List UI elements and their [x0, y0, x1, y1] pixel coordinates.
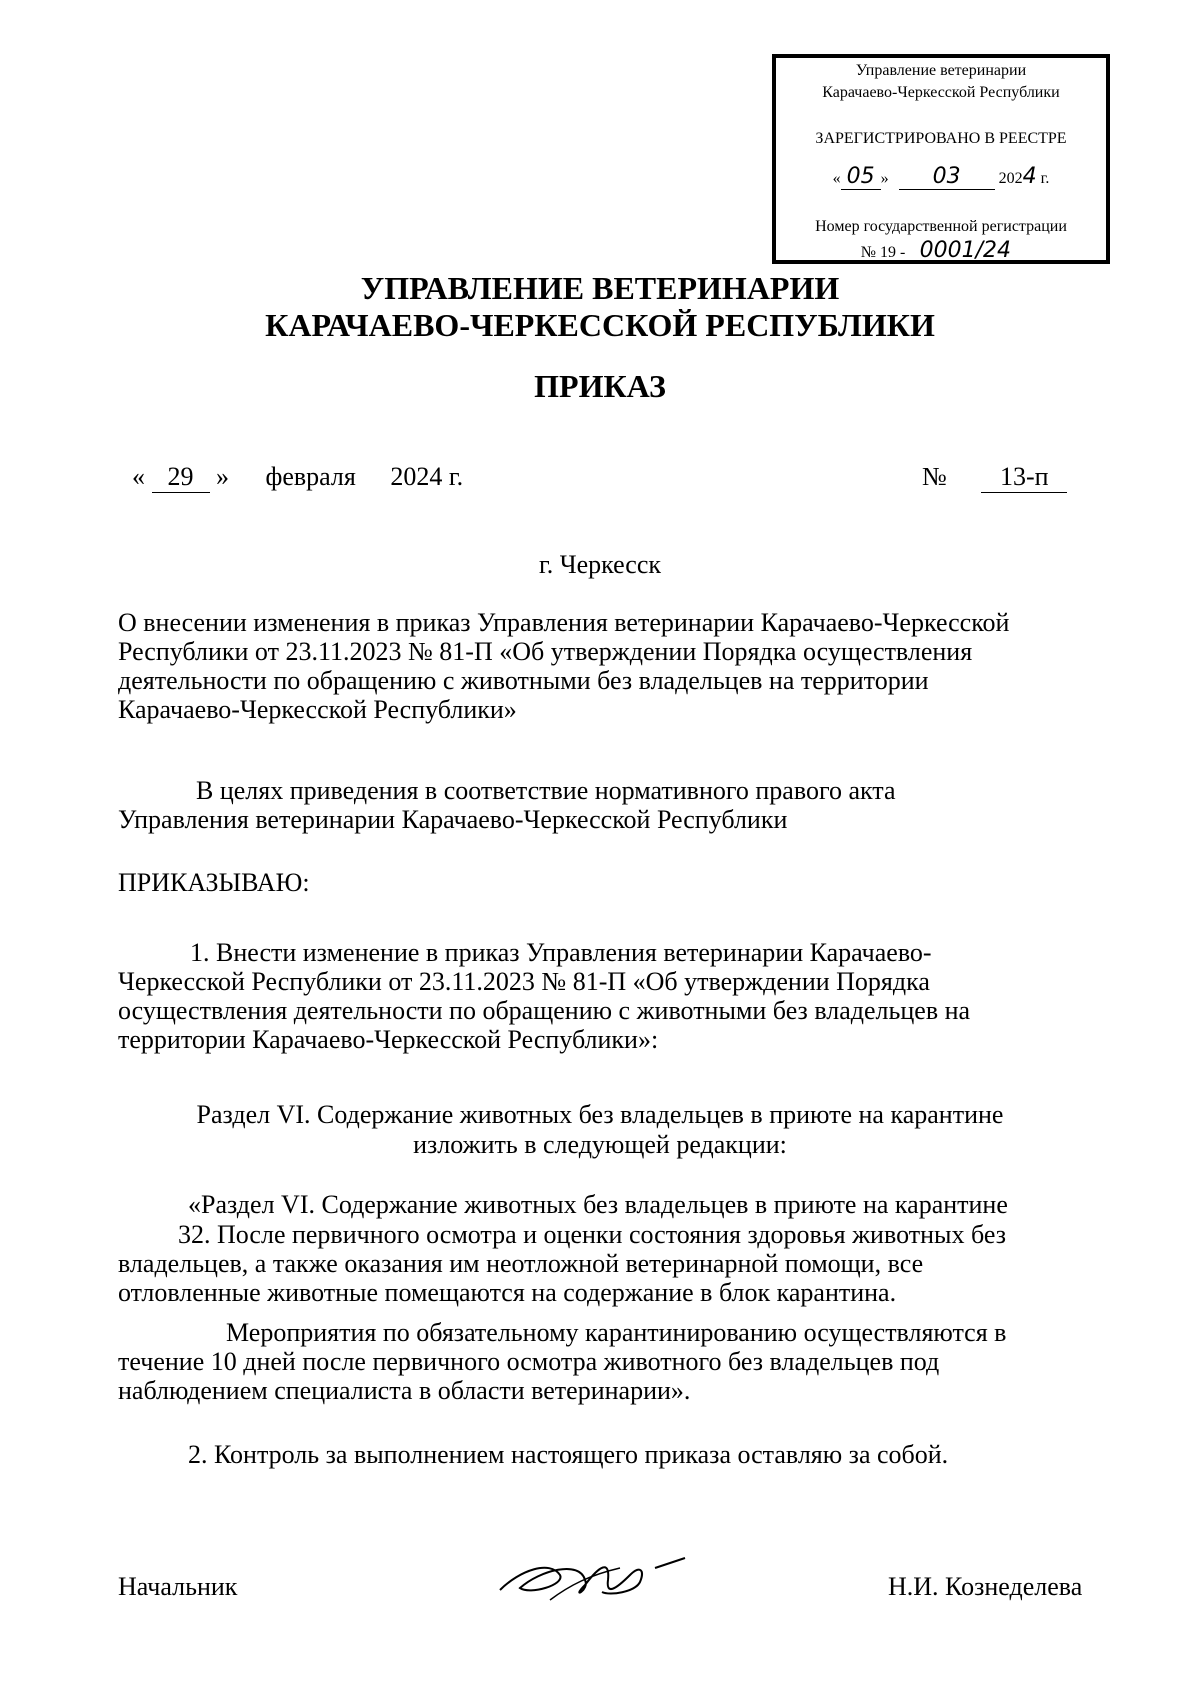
subject-line: Карачаево-Черкесской Республики»	[118, 695, 517, 724]
order-number	[922, 462, 1067, 493]
stamp-date-year-prefix: 202	[998, 170, 1023, 187]
stamp-date-open-quote: «	[832, 170, 841, 187]
purpose-paragraph	[118, 776, 1106, 834]
stamp-date	[776, 164, 1106, 190]
item1-line: Черкесской Республики от 23.11.2023 № 81-П «Об утверждении Порядка	[118, 967, 930, 996]
item2-paragraph: 2. Контроль за выполнением настоящего приказа оставляю за собой.	[188, 1440, 949, 1469]
item1-line: 1. Внести изменение в приказ Управления ветеринарии Карачаево-	[190, 938, 932, 967]
item1-line: осуществления деятельности по обращению с животными без владельцев на	[118, 996, 971, 1025]
para32-line: отловленные животные помещаются на содержание в блок карантина.	[118, 1278, 897, 1307]
quarantine-paragraph	[118, 1318, 1106, 1405]
item1-paragraph	[118, 938, 1106, 1054]
stamp-org-line2: Карачаево-Черкесской Республики	[822, 84, 1060, 101]
quarantine-line: течение 10 дней после первичного осмотра животного без владельцев под	[118, 1347, 940, 1376]
para32-line: владельцев, а также оказания им неотложной ветеринарной помощи, все	[118, 1249, 924, 1278]
order-year: 2024 г.	[390, 462, 464, 491]
subject-paragraph	[118, 608, 1106, 724]
quarantine-line: наблюдением специалиста в области ветеринарии».	[118, 1376, 691, 1405]
stamp-date-close-quote: »	[880, 170, 889, 187]
item1-line: территории Карачаево-Черкесской Республики»:	[118, 1025, 659, 1054]
stamp-date-month: 03	[899, 164, 995, 190]
order-day: 29	[152, 462, 210, 493]
stamp-date-year-digit: 4	[1022, 164, 1037, 189]
registration-stamp	[772, 54, 1110, 264]
stamp-reg-number-line	[776, 238, 1106, 264]
stamp-date-day: 05	[841, 164, 881, 190]
para32-line: 32. После первичного осмотра и оценки состояния здоровья животных без	[178, 1220, 1006, 1249]
section-heading-line1: Раздел VI. Содержание животных без владельцев в приюте на карантине	[196, 1100, 1004, 1129]
document-type-title: ПРИКАЗ	[534, 368, 666, 404]
order-date	[132, 462, 463, 493]
stamp-date-year-suffix: г.	[1040, 170, 1050, 187]
signatory-position: Начальник	[118, 1572, 238, 1601]
paragraph-32	[118, 1220, 1106, 1307]
order-number-value: 13-п	[981, 462, 1067, 493]
purpose-line: В целях приведения в соответствие нормативного правого акта	[196, 776, 896, 805]
subject-line: О внесении изменения в приказ Управления ветеринарии Карачаево-Черкесской	[118, 608, 1010, 637]
quoted-section-title: «Раздел VI. Содержание животных без владельцев в приюте на карантине	[188, 1190, 1008, 1219]
quarantine-line: Мероприятия по обязательному карантинированию осуществляются в	[226, 1318, 1007, 1347]
purpose-line: Управления ветеринарии Карачаево-Черкесской Республики	[118, 805, 788, 834]
org-title-line1: УПРАВЛЕНИЕ ВЕТЕРИНАРИИ	[360, 270, 840, 306]
order-number-sign: №	[922, 462, 947, 491]
section-heading-line2: изложить в следующей редакции:	[413, 1130, 787, 1159]
stamp-org-line1: Управление ветеринарии	[855, 62, 1027, 79]
subject-line: деятельности по обращению с животными без владельцев на территории	[118, 666, 929, 695]
subject-line: Республики от 23.11.2023 № 81-П «Об утверждении Порядка осуществления	[118, 637, 973, 666]
stamp-registered: ЗАРЕГИСТРИРОВАНО В РЕЕСТРЕ	[815, 130, 1067, 147]
order-month: февраля	[265, 462, 356, 491]
city: г. Черкесск	[538, 550, 662, 579]
stamp-reg-number: 0001/24	[909, 238, 1021, 264]
org-title-line2: КАРАЧАЕВО-ЧЕРКЕССКОЙ РЕСПУБЛИКИ	[265, 307, 935, 343]
stamp-reg-prefix: № 19 -	[860, 244, 906, 261]
order-date-close-quote: »	[216, 462, 229, 491]
signatory-name: Н.И. Кознеделева	[888, 1572, 1083, 1601]
command-word: ПРИКАЗЫВАЮ:	[118, 868, 310, 897]
signature-graphic	[490, 1530, 690, 1610]
stamp-reg-label: Номер государственной регистрации	[815, 218, 1067, 235]
order-date-open-quote: «	[132, 462, 145, 491]
